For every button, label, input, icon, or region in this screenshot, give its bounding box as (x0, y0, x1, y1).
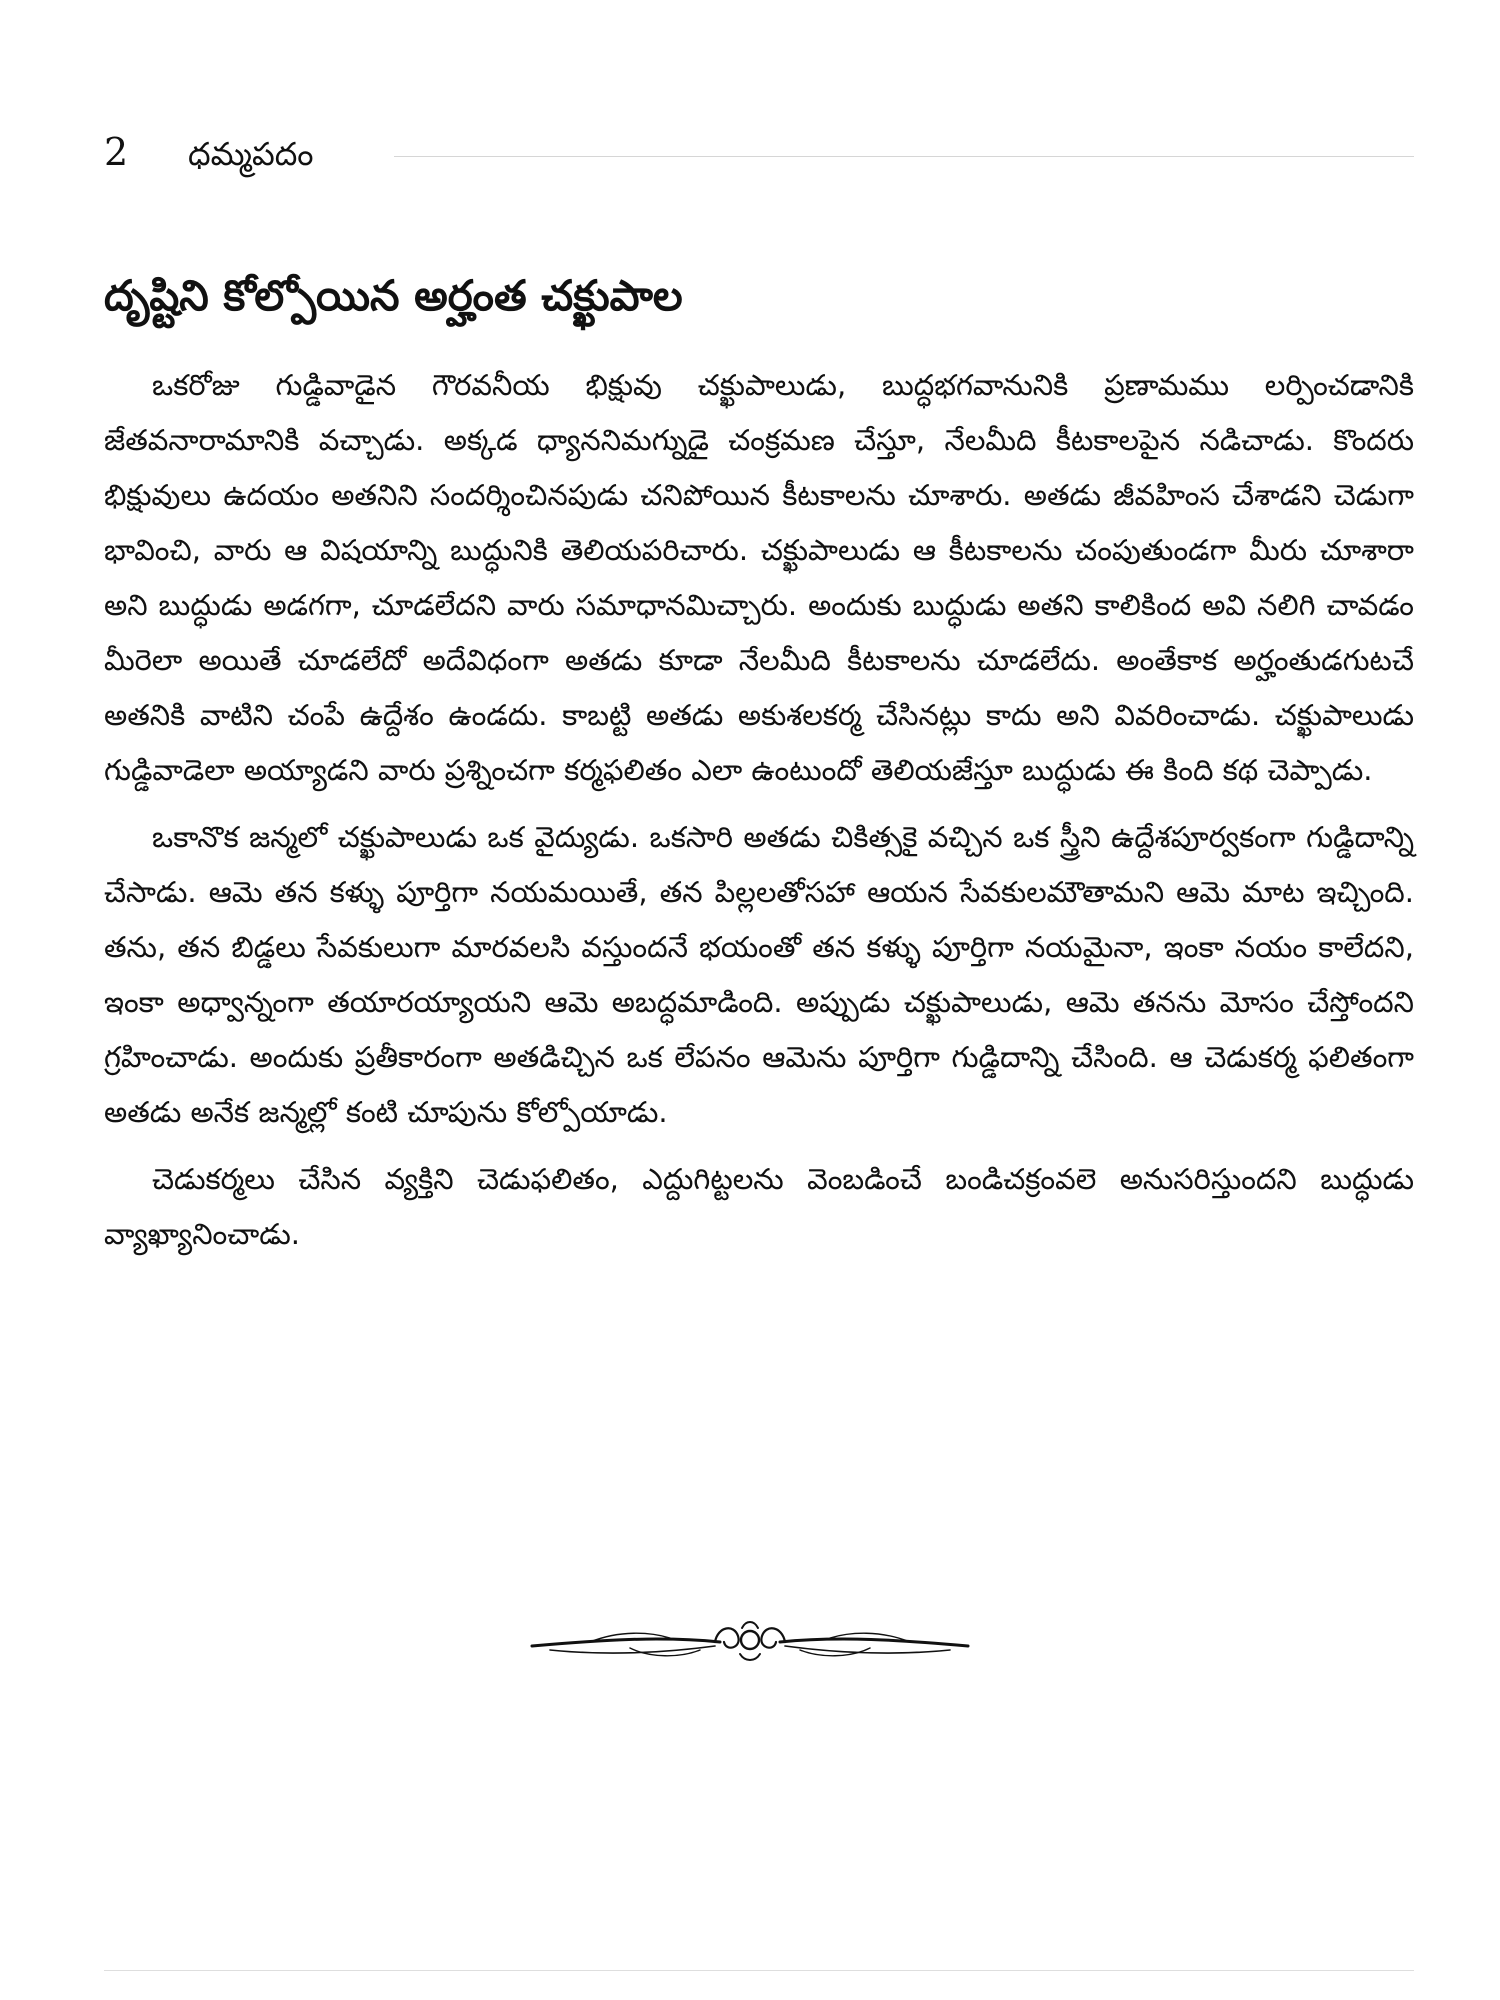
header-rule (394, 156, 1414, 157)
running-header (104, 128, 1414, 188)
chapter-title: దృష్టిని కోల్పోయిన అర్హంత చక్ఖుపాల (104, 271, 683, 320)
ornament-divider-icon (530, 1612, 970, 1672)
chapter-body (104, 358, 1414, 1274)
page-number: 2 (104, 130, 129, 174)
paragraph-3: చెడుకర్మలు చేసిన వ్యక్తిని చెడుఫలితం, ఎద్దుగిట్టలను వెంబడించే బండిచక్రంవలె అనుసరిస్తుందని బుద్ధుడు వ్యాఖ్యానించాడు. (104, 1162, 1414, 1251)
book-title: ధమ్మపదం (188, 135, 314, 173)
paragraph-1: ఒకరోజు గుడ్డివాడైన గౌరవనీయ భిక్షువు చక్ఖుపాలుడు, బుద్ధభగవానునికి ప్రణామము లర్పించడానికి జేతవనారామానికి వచ్చాడు. అక్కడ ధ్యాననిమగ్నుడై చంక్రమణ చేస్తూ, నేలమీది కీటకాలపైన నడిచాడు. కొందరు భిక్షువులు ఉదయం అతనిని సందర్శించినపుడు చనిపోయిన కీటకాలను చూశారు. అతడు జీవహింస చేశాడని చెడుగా భావించి, వారు ఆ విషయాన్ని బుద్ధునికి తెలియపరిచారు. చక్ఖుపాలుడు ఆ కీటకాలను చంపుతుండగా మీరు చూశారా అని బుద్ధుడు అడగగా, చూడలేదని వారు సమాధానమిచ్చారు. అందుకు బుద్ధుడు అతని కాలికింద అవి నలిగి చావడం మీరెలా అయితే చూడలేదో అదేవిధంగా అతడు కూడా నేలమీది కీటకాలను చూడలేదు. అంతేకాక అర్హంతుడగుటచే అతనికి వాటిని చంపే ఉద్దేశం ఉండదు. కాబట్టి అతడు అకుశలకర్మ చేసినట్లు కాదు అని వివరించాడు. చక్ఖుపాలుడు గుడ్డివాడెలా అయ్యాడని వారు ప్రశ్నించగా కర్మఫలితం ఎలా ఉంటుందో తెలియజేస్తూ బుద్ధుడు ఈ కింది కథ చెప్పాడు. (104, 368, 1414, 787)
paragraph-2: ఒకానొక జన్మలో చక్ఖుపాలుడు ఒక వైద్యుడు. ఒకసారి అతడు చికిత్సకై వచ్చిన ఒక స్త్రీని ఉద్దేశపూర్వకంగా గుడ్డిదాన్ని చేసాడు. ఆమె తన కళ్ళు పూర్తిగా నయమయితే, తన పిల్లలతోసహా ఆయన సేవకులమౌతామని ఆమె మాట ఇచ్చింది. తను, తన బిడ్డలు సేవకులుగా మారవలసి వస్తుందనే భయంతో తన కళ్ళు పూర్తిగా నయమైనా, ఇంకా నయం కాలేదని, ఇంకా అధ్వాన్నంగా తయారయ్యాయని ఆమె అబద్ధమాడింది. అప్పుడు చక్ఖుపాలుడు, ఆమె తనను మోసం చేస్తోందని గ్రహించాడు. అందుకు ప్రతీకారంగా అతడిచ్చిన ఒక లేపనం ఆమెను పూర్తిగా గుడ్డిదాన్ని చేసింది. ఆ చెడుకర్మ ఫలితంగా అతడు అనేక జన్మల్లో కంటి చూపును కోల్పోయాడు. (104, 820, 1414, 1129)
footer-rule (104, 1970, 1414, 1971)
